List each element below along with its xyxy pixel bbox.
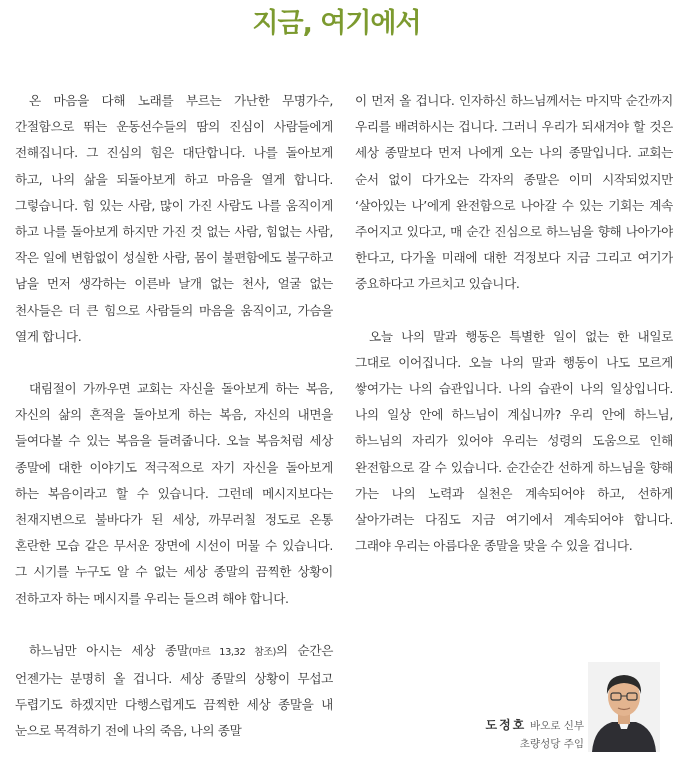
article-title: 지금, 여기에서 — [252, 8, 421, 39]
author-position: 초량성당 주임 — [519, 738, 584, 750]
paragraph-4: 오늘 나의 말과 행동은 특별한 일이 없는 한 내일로 그대로 이어집니다. 오늘 나의 말과 행동이 나도 모르게 쌓여가는 나의 습관입니다. 나의 습관이 나의 일상입니다. 나의 일상 안에 하느님이 계십니까? 우리 안에 하느님, 하느님의 자리가 있어야 우리는 성령의 도움으로 인해 완전함으로 갈 수 있습니다. 순간순간 선하게 하느님을 향해 가는 나의 노력과 실천은 계속되어야 하고, 선하게 살아가려는 다짐도 지금 여기에서 계속되어야 합니다. 그래야 우리는 아름다운 종말을 맞을 수 있을 겁니다. — [355, 328, 673, 554]
paragraph-3-continued: 이 먼저 올 겁니다. 인자하신 하느님께서는 마지막 순간까지 우리를 배려하시는 겁니다. 그러니 우리가 되새겨야 할 것은 세상 종말보다 먼저 나에게 오는 나의 종말입니다. 교회는 순서 없이 다가오는 각자의 종말은 이미 시작되었지만 ‘살아있는 나’에게 완전함으로 나아갈 수 있는 기회는 계속 주어지고 있다고, 매 순간 진심으로 하느님을 향해 나아가야 한다고, 다가올 미래에 대한 걱정보다 지금 그리고 여기가 중요하다고 가르치고 있습니다. — [355, 93, 673, 292]
author-photo — [588, 662, 660, 752]
author-name: 도정호 — [485, 718, 527, 732]
author-byline — [460, 716, 584, 753]
scripture-reference: (마르 13,32 참조) — [188, 646, 276, 658]
paragraph-3-start: 하느님만 아시는 세상 종말 — [29, 642, 189, 658]
paragraph-3 — [15, 638, 333, 745]
author-role: 바오로 신부 — [529, 720, 584, 732]
paragraph-1: 온 마음을 다해 노래를 부르는 가난한 무명가수, 간절함으로 뛰는 운동선수들의 땀의 진심이 사람들에게 전해집니다. 그 진심의 힘은 대단합니다. 나를 돌아보게 하고, 나의 삶을 되돌아보게 하고 마음을 열게 합니다. 그렇습니다. 힘 있는 사람, 많이 가진 사람도 나를 움직이게 하고 나를 돌아보게 하지만 가진 것 없는 사람, 힘없는 사람, 작은 일에 변함없이 성실한 사람, 몸이 불편함에도 불구하고 남을 먼저 생각하는 이른바 날개 없는 천사, 얼굴 없는 천사들은 더 큰 힘으로 사람들의 마음을 움직이고, 가슴을 열게 합니다. — [15, 93, 333, 344]
left-column — [15, 88, 333, 745]
priest-portrait-image — [588, 662, 660, 752]
paragraph-3-rest: 의 순간은 언젠가는 분명히 올 겁니다. 세상 종말의 상황이 무섭고 두렵기도 하겠지만 다행스럽게도 끔찍한 세상 종말을 내 눈으로 목격하기 전에 나의 죽음, 나의 종말 — [15, 642, 334, 739]
right-column — [355, 88, 673, 559]
paragraph-2: 대림절이 가까우면 교회는 자신을 돌아보게 하는 복음, 자신의 삶의 흔적을 돌아보게 하는 복음, 자신의 내면을 들여다볼 수 있는 복음을 들려줍니다. 오늘 복음처럼 세상 종말에 대한 이야기도 적극적으로 자기 자신을 돌아보게 하는 복음이라고 할 수 있습니다. 그런데 메시지보다는 천재지변으로 불바다가 된 세상, 까무러칠 정도로 온통 혼란한 모습 같은 무서운 장면에 시선이 머물 수 있습니다. 그 시기를 누구도 알 수 없는 세상 종말의 끔찍한 상황이 전하고자 하는 메시지를 우리는 들으려 해야 합니다. — [15, 381, 333, 606]
